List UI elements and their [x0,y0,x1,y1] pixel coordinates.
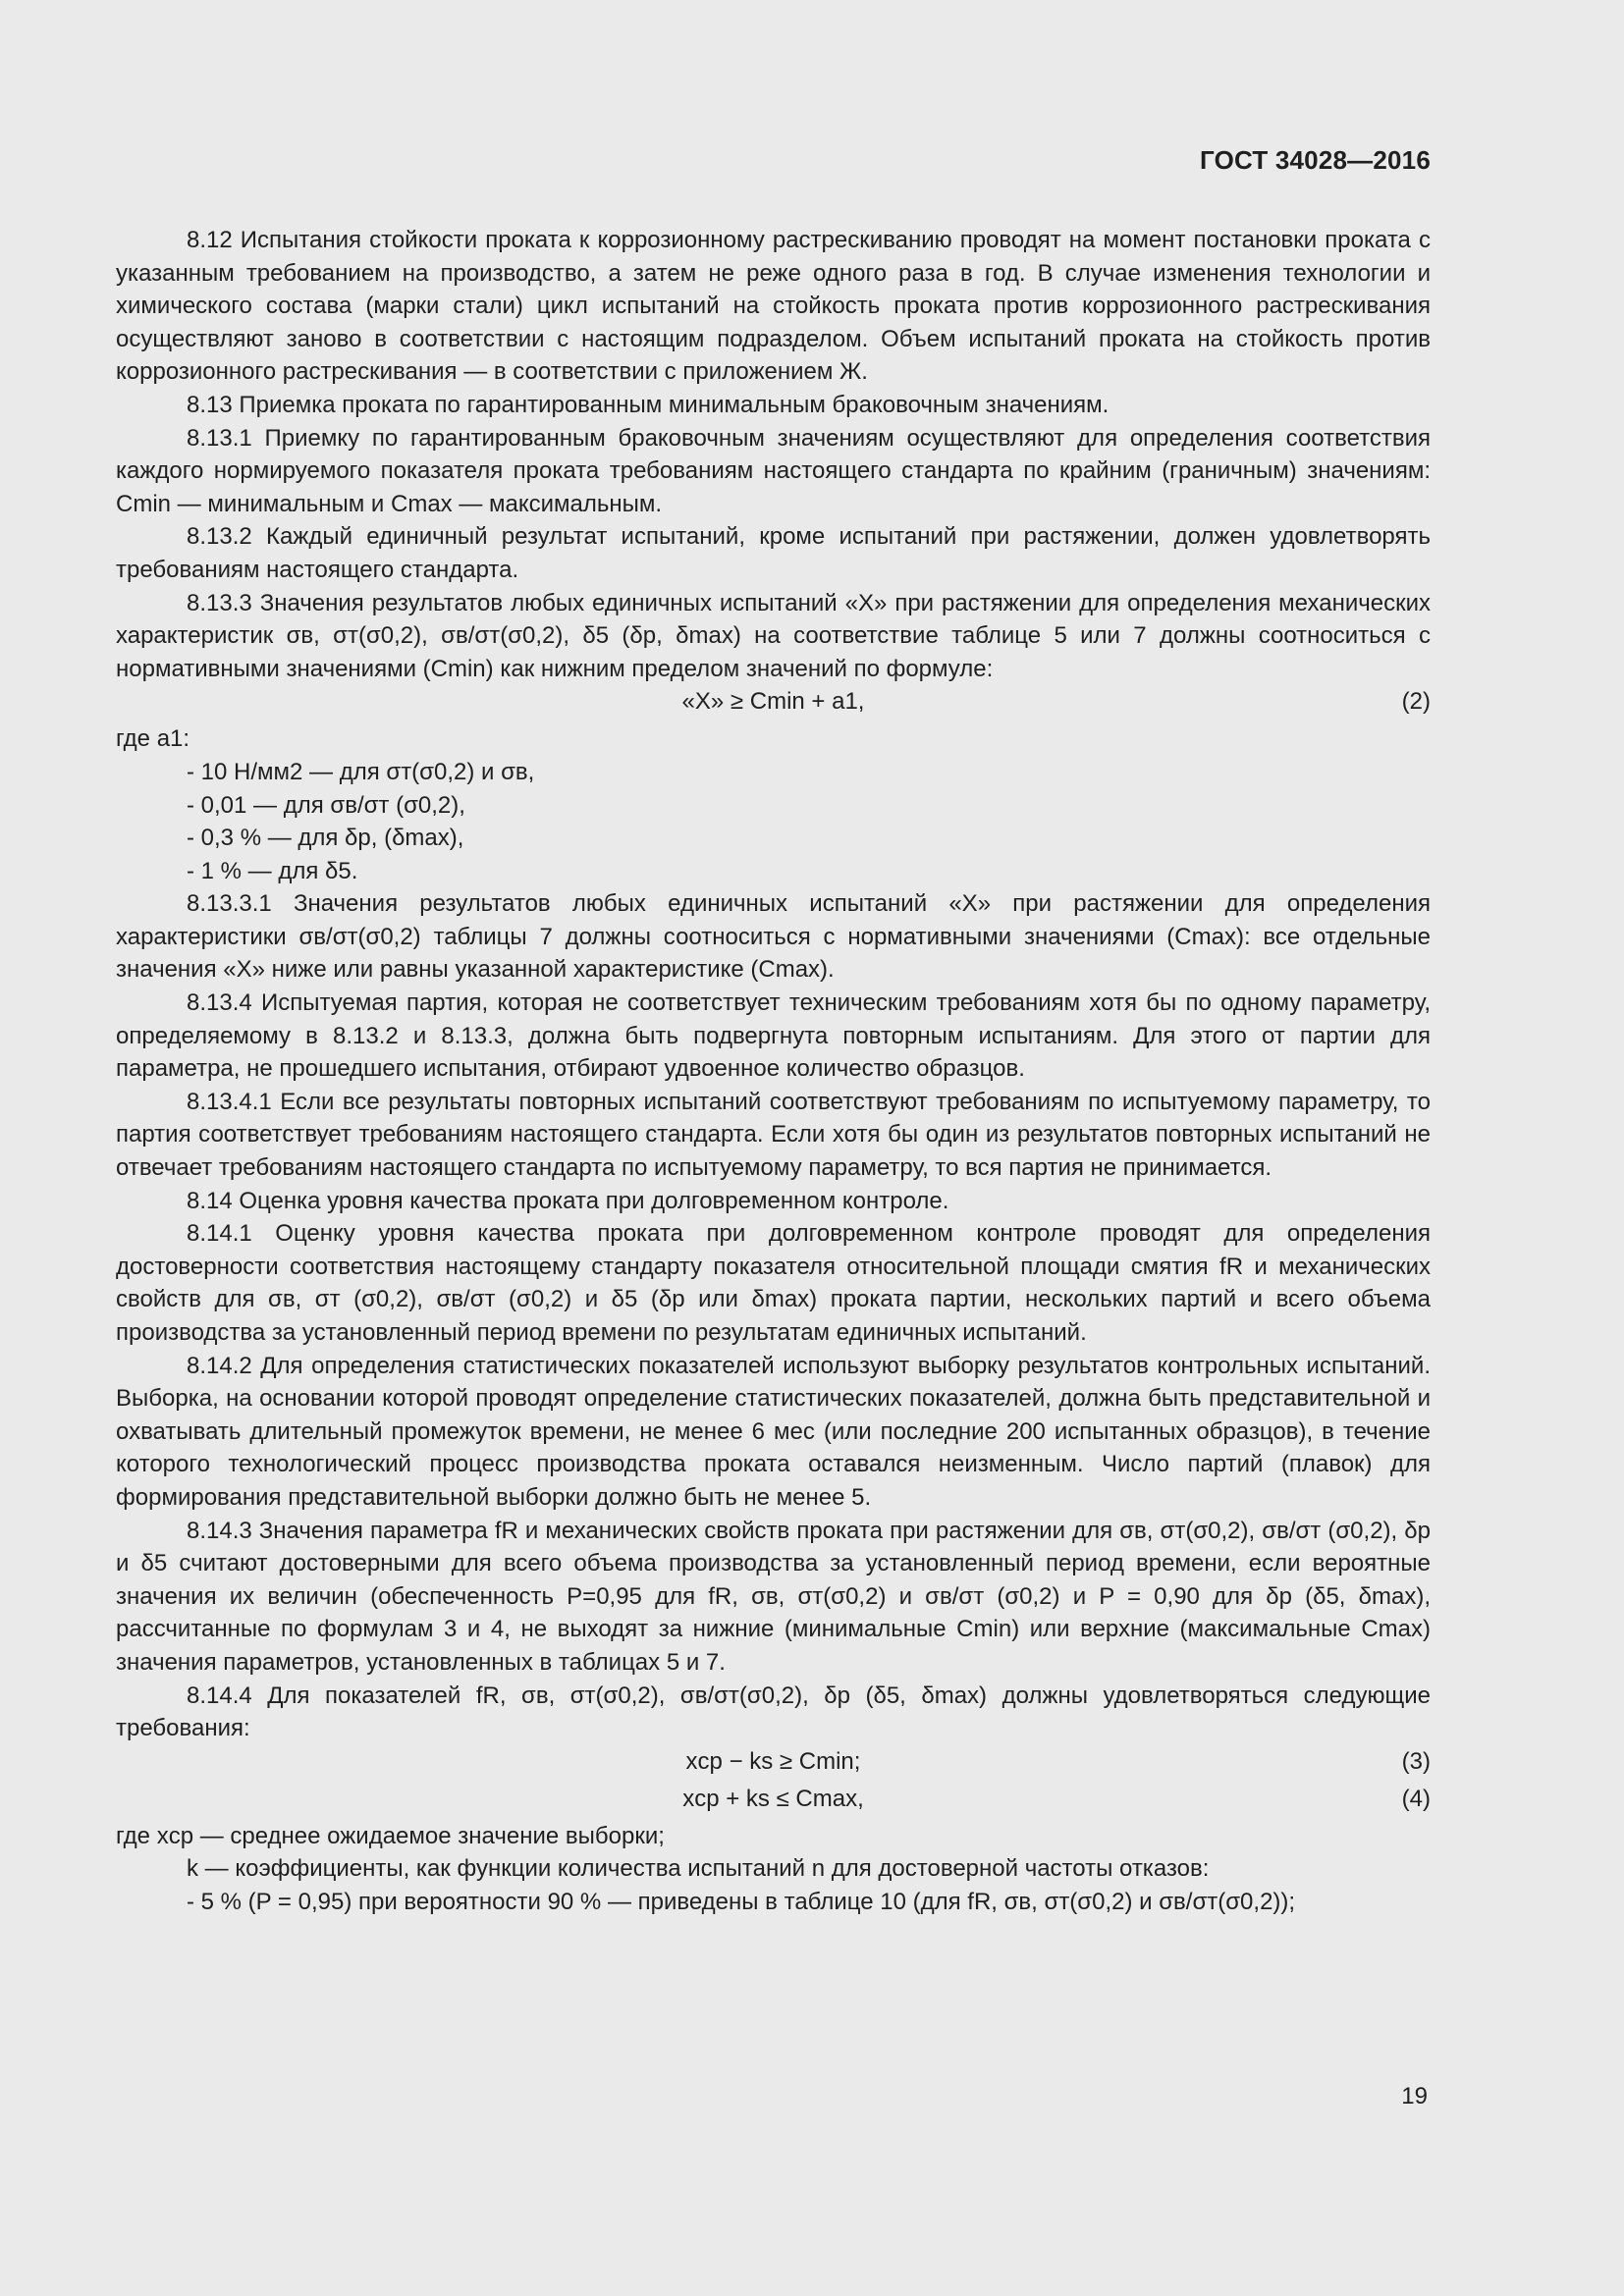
formula-expression: xср + ks ≤ Cmax, [682,1785,864,1812]
formula-2 [116,685,1431,722]
formula-number: (4) [1401,1785,1431,1812]
page-number: 19 [1401,2083,1428,2109]
list-item: - 5 % (P = 0,95) при вероятности 90 % — приведены в таблице 10 (для fR, σв, σт(σ0,2) и σв/σт(σ0,2)); [187,1888,1296,1915]
formula-number: (2) [1401,688,1431,716]
paragraph-8-13-3-1: 8.13.3.1 Значения результатов любых единичных испытаний «X» при растяжении для определения характеристики σв/σт(σ0,2) таблицы 7 должны соотноситься с нормативными значениями (Cmax): все отдельные значения «X» ниже или равны указанной характеристике (Cmax). [116,890,1431,984]
list-item: - 1 % — для δ5. [187,857,358,884]
list-item: - 10 Н/мм2 — для σт(σ0,2) и σв, [187,758,535,785]
paragraph-8-12: 8.12 Испытания стойкости проката к коррозионному растрескиванию проводят на момент постановки проката с указанным требованием на производство, а затем не реже одного раза в год. В случае изменения технологии и химического состава (марки стали) цикл испытаний на стойкость проката против коррозионного растрескивания осуществляют заново в соответствии с настоящим подразделом. Объем испытаний проката на стойкость против коррозионного растрескивания — в соответствии с приложением Ж. [116,227,1431,386]
paragraph-8-14: 8.14 Оценка уровня качества проката при долговременном контроле. [187,1187,949,1214]
paragraph-8-14-2: 8.14.2 Для определения статистических показателей используют выборку результатов контрольных испытаний. Выборка, на основании которой проводят определение статистических показателей, должна быть представительной и охватывать длительный промежуток времени, не менее 6 мес (или последние 200 испытанных образцов), в течение которого технологический процесс производства проката оставался неизменным. Число партий (плавок) для формирования представительной выборки должно быть не менее 5. [116,1352,1431,1511]
document-header: ГОСТ 34028—2016 [1200,145,1431,175]
where-a1: где a1: [116,725,190,753]
paragraph-8-13-4: 8.13.4 Испытуемая партия, которая не соответствует техническим требованиям хотя бы по одному параметру, определяемому в 8.13.2 и 8.13.3, должна быть подвергнута повторным испытаниям. Для этого от партии для параметра, не прошедшего испытания, отбирают удвоенное количество образцов. [116,989,1431,1083]
paragraph-8-14-1: 8.14.1 Оценку уровня качества проката при долговременном контроле проводят для определения достоверности соответствия настоящему стандарту показателя относительной площади смятия fR и механических свойств для σв, σт (σ0,2), σв/σт (σ0,2) и δ5 (δр или δmax) проката партии, нескольких партий и всего объема производства за установленный период времени по результатам единичных испытаний. [116,1220,1431,1346]
paragraph-8-14-3: 8.14.3 Значения параметра fR и механических свойств проката при растяжении для σв, σт(σ0,2), σв/σт (σ0,2), δр и δ5 считают достоверными для всего объема производства за установленный период времени, если вероятные значения их величин (обеспеченность P=0,95 для fR, σв, σт(σ0,2) и σв/σт (σ0,2) и P = 0,90 для δр (δ5, δmax), рассчитанные по формулам 3 и 4, не выходят за нижние (минимальные Cmin) или верхние (максимальные Cmax) значения параметров, установленных в таблицах 5 и 7. [116,1517,1431,1676]
coefficient-k: k — коэффициенты, как функции количества испытаний n для достоверной частоты отказов: [187,1855,1210,1883]
document-body [116,224,1431,1919]
paragraph-8-13-1: 8.13.1 Приемку по гарантированным браковочным значениям осуществляют для определения соответствия каждого нормируемого показателя проката требованиям настоящего стандарта по крайним (граничным) значениям: Cmin — минимальным и Cmax — максимальным. [116,424,1431,517]
paragraph-8-13-3: 8.13.3 Значения результатов любых единичных испытаний «X» при растяжении для определения механических характеристик σв, σт(σ0,2), σв/σт(σ0,2), δ5 (δр, δmax) на соответствие таблице 5 или 7 должны соотноситься с нормативными значениями (Cmin) как нижним пределом значений по формуле: [116,589,1431,682]
list-item: - 0,3 % — для δр, (δmax), [187,825,464,852]
list-item: - 0,01 — для σв/σт (σ0,2), [187,791,465,819]
formula-number: (3) [1401,1747,1431,1775]
paragraph-8-13-4-1: 8.13.4.1 Если все результаты повторных испытаний соответствуют требованиям по испытуемому параметру, то партия соответствует требованиям настоящего стандарта. Если хотя бы один из результатов повторных испытаний не отвечает требованиям настоящего стандарта по испытуемому параметру, то вся партия не принимается. [116,1088,1431,1182]
formula-3 [116,1745,1431,1783]
formula-expression: xср − ks ≥ Cmin; [685,1747,861,1775]
paragraph-8-14-4: 8.14.4 Для показателей fR, σв, σт(σ0,2), σв/σт(σ0,2), δр (δ5, δmax) должны удовлетворяться следующие требования: [116,1682,1431,1742]
paragraph-8-13-2: 8.13.2 Каждый единичный результат испытаний, кроме испытаний при растяжении, должен удовлетворять требованиям настоящего стандарта. [116,523,1431,583]
paragraph-8-13: 8.13 Приемка проката по гарантированным минимальным браковочным значениям. [187,391,1110,418]
where-xcp: где xср — среднее ожидаемое значение выборки; [116,1822,665,1849]
formula-expression: «X» ≥ Cmin + a1, [681,688,865,716]
formula-4 [116,1783,1431,1820]
